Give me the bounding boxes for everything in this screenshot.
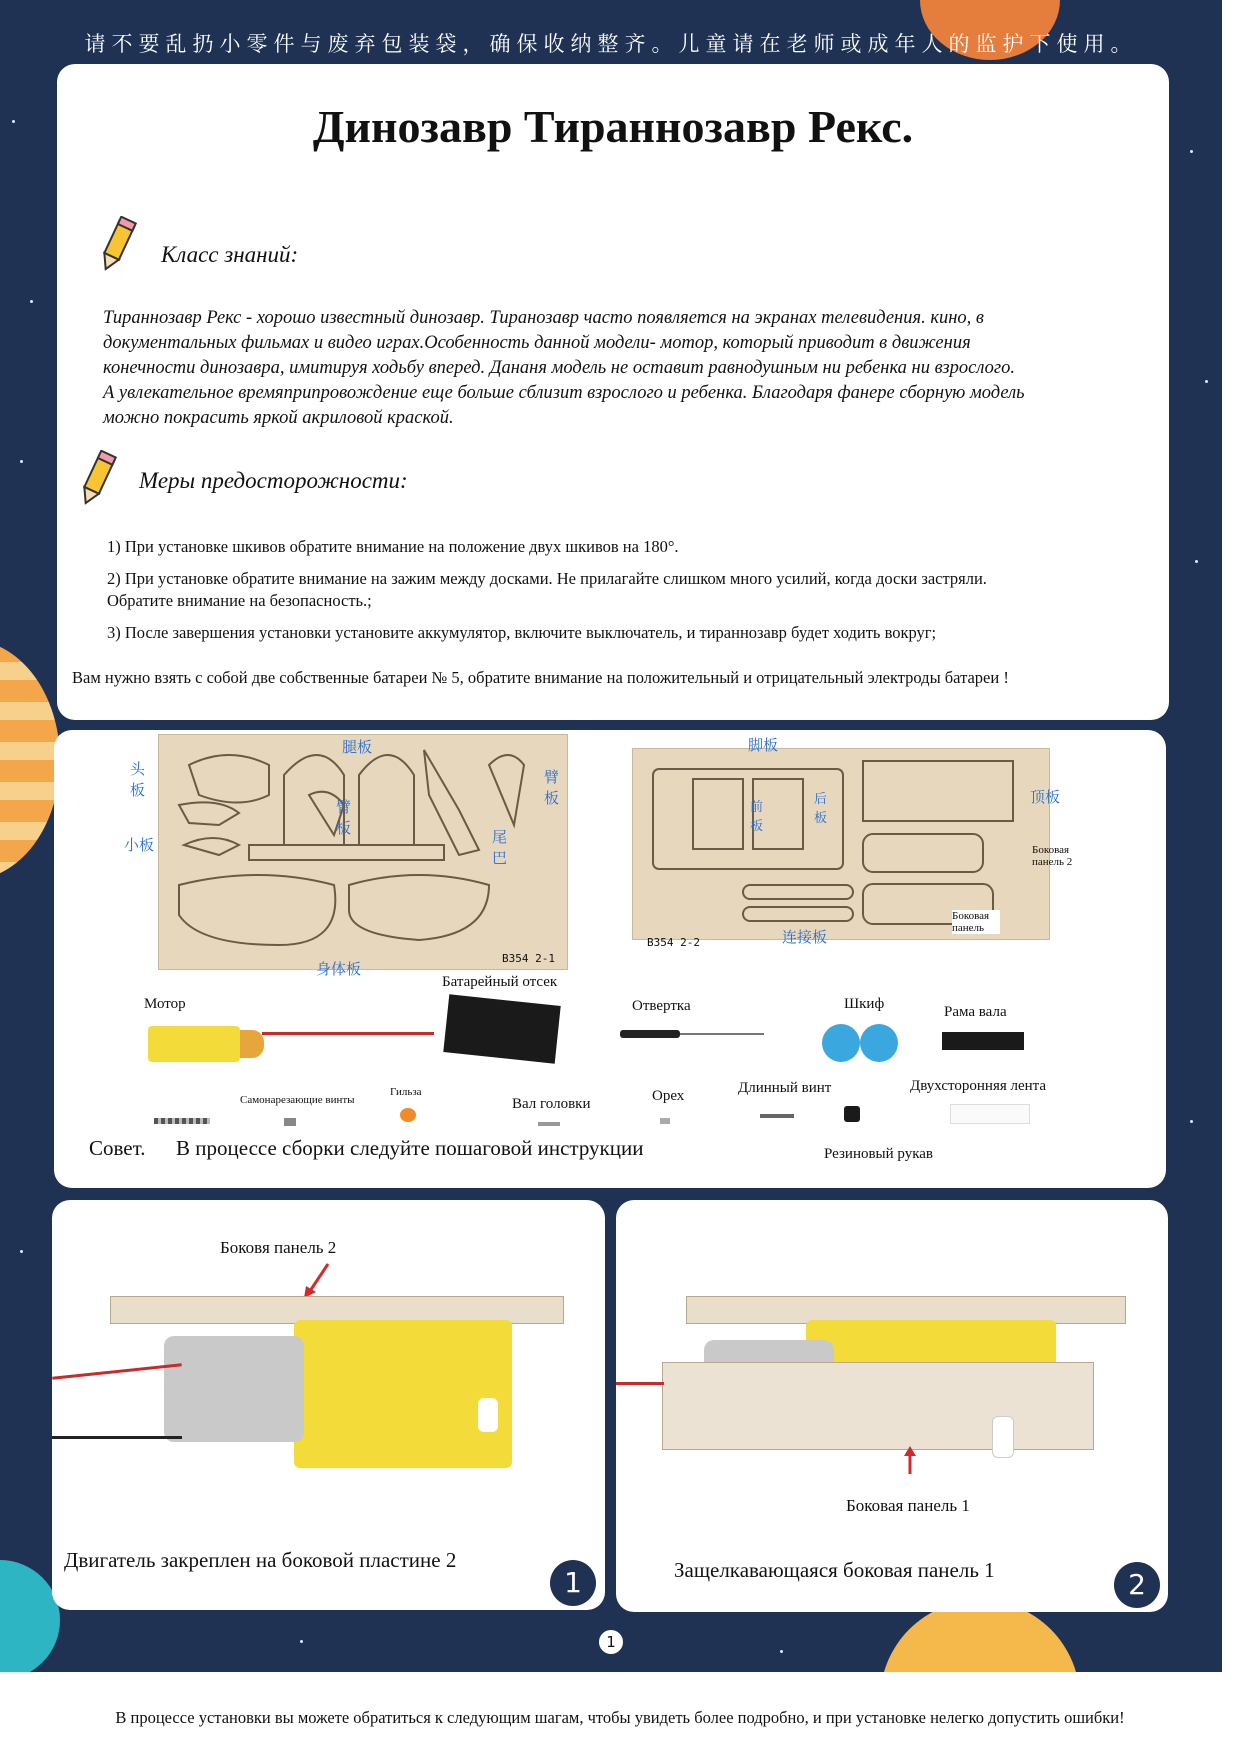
page-number: 1 — [597, 1628, 625, 1656]
step-2-panel — [616, 1200, 1168, 1612]
wood-plate-side — [662, 1362, 1094, 1450]
sheet-left-code: B354 2-1 — [502, 952, 555, 965]
step-1-panel — [52, 1200, 605, 1610]
sheet-left-label-arm: 臂板 — [336, 798, 352, 837]
precautions-heading: Меры предосторожности: — [139, 468, 408, 493]
page-title: Динозавр Тираннозавр Рекс. — [312, 101, 914, 152]
battery-box-image — [443, 994, 560, 1063]
parts-panel — [54, 730, 1166, 1188]
part-long-screw-label: Длинный винт — [738, 1080, 832, 1096]
part-tape-label: Двухсторонняя лента — [910, 1078, 1047, 1094]
precaution-3: 3) После завершения установки установите аккумулятор, включите выключатель, и тираннозавр будет ходить вокруг; — [107, 623, 937, 642]
sheet-left-label-small: 小板 — [124, 836, 155, 854]
pencil-icon — [95, 216, 141, 274]
part-self-tapping-label: Самонарезающие винты — [240, 1094, 355, 1106]
star — [780, 1650, 783, 1653]
part-nut-label: Орех — [652, 1088, 685, 1104]
part-screwdriver-label: Отвертка — [632, 998, 691, 1014]
star — [30, 300, 33, 303]
sleeve-image — [400, 1108, 416, 1122]
star — [1205, 380, 1208, 383]
motor-can — [164, 1336, 304, 1442]
planet-left — [0, 640, 60, 880]
motor-cap — [240, 1030, 264, 1058]
long-screw-image — [760, 1114, 794, 1118]
step-1-callout: Боковя панель 2 — [220, 1238, 337, 1257]
motor-image — [148, 1026, 240, 1062]
intro-panel — [57, 64, 1169, 720]
sheet-right-side-panel: Боковая панель — [952, 910, 1000, 934]
motor-wire-red — [616, 1382, 664, 1385]
star — [1195, 560, 1198, 563]
sheet-right-label-top: 顶板 — [1030, 788, 1061, 806]
precaution-2-cont: Обратите внимание на безопасность.; — [107, 591, 372, 610]
pulley-image — [822, 1024, 860, 1062]
step-1-caption: Двигатель закреплен на боковой пластине 2 — [64, 1548, 457, 1572]
sheet-left-label-head: 头板 — [130, 760, 146, 799]
screwdriver-shaft — [680, 1033, 764, 1035]
star — [1190, 1120, 1193, 1123]
sheet-right-side-panel-2: Боковая панель 2 — [1032, 844, 1073, 868]
knowledge-line: Тираннозавр Рекс - хорошо известный динозавр. Тиранозавр часто появляется на экранах телевидения. кино, в — [103, 308, 984, 328]
sheet-left-label-tail: 尾巴 — [492, 828, 508, 867]
pencil-icon — [75, 450, 121, 508]
knowledge-line: конечности динозавра, имитируя ходьбу вперед. Дананя модель не оставит равнодушным ни ребенка ни взрослого. — [103, 358, 1015, 378]
nut-image — [660, 1118, 670, 1124]
part-pulley-label: Шкиф — [844, 996, 885, 1012]
sheet-right-code: B354 2-2 — [647, 936, 700, 949]
tape-image — [950, 1104, 1030, 1124]
step-2-caption: Защелкавающаяся боковая панель 1 — [674, 1558, 995, 1582]
tip-text: В процессе сборки следуйте пошаговой инструкции — [176, 1136, 644, 1160]
sheet-right-label-foot: 脚板 — [748, 736, 779, 754]
arrow-icon — [900, 1446, 920, 1476]
motor-body — [294, 1320, 512, 1468]
screw-image — [284, 1118, 296, 1126]
knowledge-text — [103, 306, 1183, 431]
step-2-number: 2 — [1114, 1562, 1160, 1608]
star — [20, 460, 23, 463]
knowledge-line: можно покрасить яркой акриловой краской. — [103, 408, 454, 428]
star — [12, 120, 15, 123]
part-motor-label: Мотор — [144, 996, 186, 1012]
shaft-frame-image — [942, 1032, 1024, 1050]
pulley-image — [860, 1024, 898, 1062]
sheet-right-label-back: 后板 — [814, 792, 828, 826]
precaution-1: 1) При установке шкивов обратите внимание на положение двух шкивов на 180°. — [107, 537, 679, 556]
knowledge-heading: Класс знаний: — [161, 242, 299, 267]
part-shaft-frame-label: Рама вала — [944, 1004, 1007, 1020]
part-rubber-sleeve-label: Резиновый рукав — [824, 1146, 934, 1162]
precaution-2: 2) При установке обратите внимание на зажим между досками. Не прилагайте слишком много усилий, когда доски застряли. — [107, 569, 987, 588]
battery-note: Вам нужно взять с собой две собственные батареи № 5, обратите внимание на положительный и отрицательный электроды батареи ! — [72, 668, 1009, 687]
motor-shaft — [992, 1416, 1014, 1458]
screwdriver-image — [620, 1030, 680, 1038]
sheet-left-label-leg: 腿板 — [342, 738, 373, 756]
part-head-shaft-label: Вал головки — [512, 1096, 591, 1112]
rubber-sleeve-image — [844, 1106, 860, 1122]
footer-note: В процессе установки вы можете обратиться к следующим шагам, чтобы увидеть более подробно, и при установке нелегко допустить ошибки! — [115, 1708, 1125, 1727]
sheet-right-label-connect: 连接板 — [782, 928, 828, 946]
safety-banner: 请不要乱扔小零件与废弃包装袋，确保收纳整齐。儿童请在老师或成年人的监护下使用。 — [84, 32, 1138, 56]
tip-label: Совет. — [89, 1136, 146, 1160]
star — [20, 1250, 23, 1253]
motor-shaft — [478, 1398, 498, 1432]
step-2-callout: Боковая панель 1 — [846, 1496, 970, 1515]
star — [300, 1640, 303, 1643]
screws-image — [154, 1118, 210, 1124]
step-1-number: 1 — [550, 1560, 596, 1606]
part-sleeve-label: Гильза — [390, 1086, 422, 1098]
knowledge-line: документальных фильмах и видео играх.Особенность данной модели- мотор, который приводит в движения — [103, 333, 971, 353]
head-shaft-image — [538, 1122, 560, 1126]
arrow-icon — [298, 1260, 338, 1300]
sheet-left-label-body: 身体板 — [316, 960, 362, 978]
sheet-right-label-front: 前板 — [750, 800, 764, 834]
motor-wire — [262, 1032, 434, 1035]
sheet-left-label-arm-2: 臂板 — [544, 768, 560, 807]
knowledge-line: А увлекательное времяприпровождение еще больше сблизит взрослого и ребенка. Благодаря фанере сборную модель — [103, 383, 1025, 403]
motor-wire-red — [52, 1363, 182, 1380]
motor-wire-black — [52, 1436, 182, 1439]
planet-bottom-left — [0, 1560, 60, 1672]
part-battery-box-label: Батарейный отсек — [442, 974, 558, 990]
star — [1190, 150, 1193, 153]
